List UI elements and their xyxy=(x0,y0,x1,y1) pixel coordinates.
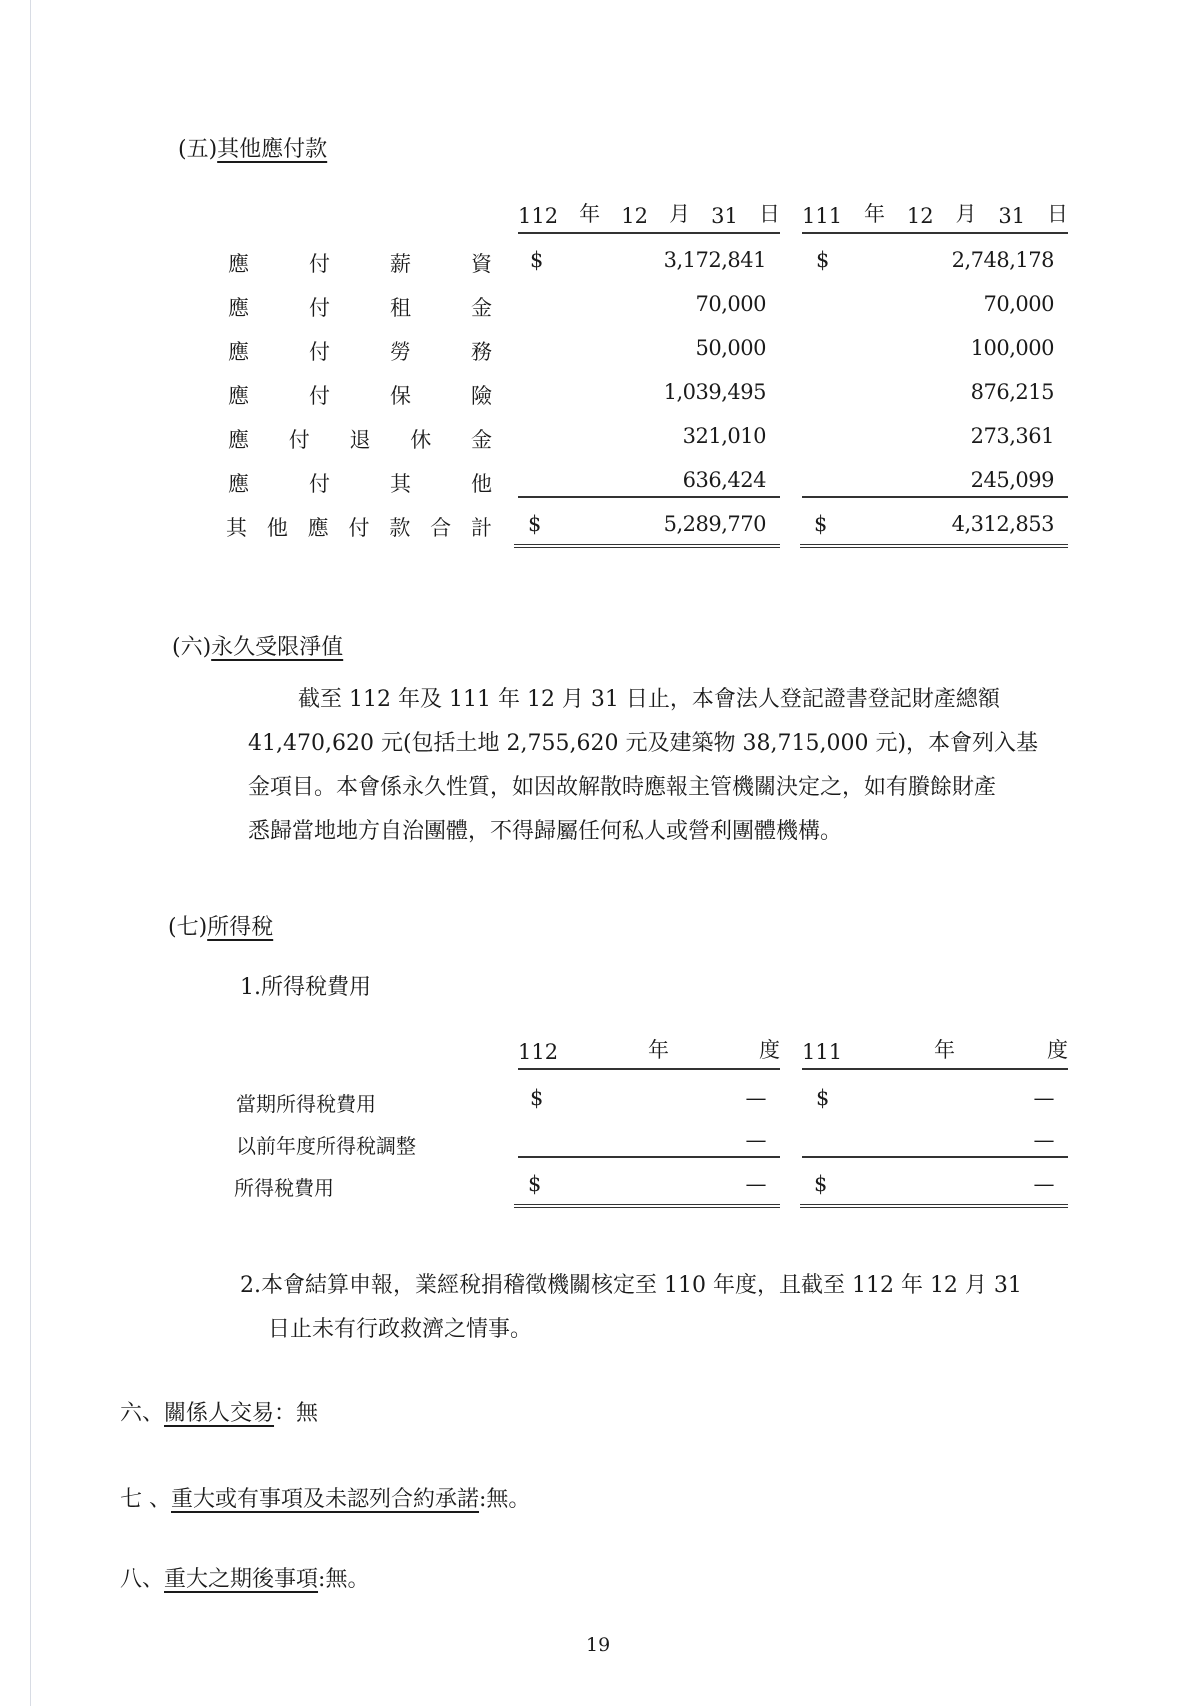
s5-cell-111 xyxy=(814,380,1068,410)
s5-col-111-part: 日 xyxy=(1046,202,1068,226)
s7-sub1-heading: 1.所得稅費用 xyxy=(240,975,371,1000)
s7-col-112-header xyxy=(518,1040,780,1070)
s6-line-1: 截至 112 年及 111 年 12 月 31 日止，本會法人登記證書登記財產總額 xyxy=(298,687,1000,712)
amount: 1,039,495 xyxy=(663,380,766,404)
page-edge-line xyxy=(30,0,31,1706)
amount: 636,424 xyxy=(682,468,766,492)
amount: 4,312,853 xyxy=(951,512,1054,536)
dash: — xyxy=(745,1128,766,1152)
amount: 321,010 xyxy=(682,424,766,448)
amount: 70,000 xyxy=(695,292,766,316)
dash: — xyxy=(1033,1128,1054,1152)
s5-cell-112 xyxy=(528,380,780,410)
page-number: 19 xyxy=(586,1634,611,1656)
s7-cell-112 xyxy=(528,1086,780,1116)
item-prefix: 八、 xyxy=(120,1567,165,1592)
item-title: 重大或有事項及未認列合約承諾 xyxy=(171,1487,480,1512)
s5-col-112-part: 年 xyxy=(579,202,601,226)
s5-col-112-part: 日 xyxy=(758,202,780,226)
s5-col-111-part: 月 xyxy=(955,202,977,226)
item-related-party xyxy=(120,1396,318,1427)
s5-cell-111 xyxy=(814,424,1068,454)
s7-note2-line-1: 2.本會結算申報，業經稅捐稽徵機關核定至 110 年度，且截至 112 年 12 月 31 xyxy=(240,1273,1022,1298)
s5-col-112-part: 12 xyxy=(621,204,648,228)
s7-note2-line-2: 日止未有行政救濟之情事。 xyxy=(268,1317,533,1342)
s5-cell-111 xyxy=(814,292,1068,322)
s7-col-111-part: 度 xyxy=(1047,1038,1068,1062)
currency-sign: $ xyxy=(528,1172,542,1196)
section7-heading-prefix: (七) xyxy=(168,915,208,940)
section7-heading xyxy=(168,910,273,941)
s5-row-label: 應 付 勞 務 xyxy=(228,340,492,364)
amount: 3,172,841 xyxy=(663,248,766,272)
s5-row-label: 應 付 退 休 金 xyxy=(228,428,492,452)
s5-cell-112 xyxy=(518,468,780,498)
s5-row-label: 應 付 薪 資 xyxy=(228,252,492,276)
item-suffix: ：無 xyxy=(274,1401,319,1426)
s5-row-label: 應 付 其 他 xyxy=(228,472,492,496)
dash: — xyxy=(745,1172,766,1196)
section6-heading-prefix: (六) xyxy=(172,635,212,660)
dash: — xyxy=(745,1086,766,1110)
s7-col-112-part: 年 xyxy=(648,1038,670,1062)
s5-cell-111 xyxy=(802,468,1068,498)
currency-sign: $ xyxy=(816,248,830,272)
s7-row-label: 以前年度所得稅調整 xyxy=(236,1134,416,1158)
s5-cell-111 xyxy=(814,248,1068,278)
currency-sign: $ xyxy=(530,1086,544,1110)
item-contingencies xyxy=(120,1482,530,1513)
s5-row-label: 應 付 保 險 xyxy=(228,384,492,408)
s5-col-112-part: 112 xyxy=(518,204,559,228)
currency-sign: $ xyxy=(814,512,828,536)
s5-col-112-header xyxy=(518,204,780,234)
s5-col-111-part: 31 xyxy=(998,204,1026,228)
amount: 273,361 xyxy=(970,424,1054,448)
s7-cell-111 xyxy=(802,1128,1068,1158)
amount: 50,000 xyxy=(695,336,766,360)
s7-total-112 xyxy=(514,1172,780,1208)
s7-col-112-part: 度 xyxy=(759,1038,780,1062)
section5-heading-title: 其他應付款 xyxy=(217,137,328,162)
item-prefix: 七 、 xyxy=(120,1487,171,1512)
item-suffix: :無。 xyxy=(479,1487,531,1512)
amount: 245,099 xyxy=(970,468,1054,492)
s5-cell-111 xyxy=(814,336,1068,366)
s5-total-label: 其 他 應 付 款 合 計 xyxy=(226,516,492,540)
s5-col-112-part: 月 xyxy=(669,202,691,226)
s5-cell-112 xyxy=(528,248,780,278)
s5-total-112 xyxy=(514,512,780,548)
item-suffix: :無。 xyxy=(318,1567,370,1592)
s5-col-111-header xyxy=(802,204,1068,234)
section7-heading-title: 所得稅 xyxy=(207,915,274,940)
dash: — xyxy=(1033,1172,1054,1196)
amount: 100,000 xyxy=(970,336,1054,360)
s5-col-112-part: 31 xyxy=(711,204,738,228)
s7-col-112-part: 112 xyxy=(518,1040,559,1064)
amount: 876,215 xyxy=(970,380,1054,404)
s7-row-label: 所得稅費用 xyxy=(234,1176,334,1200)
dash: — xyxy=(1033,1086,1054,1110)
section5-heading-prefix: (五) xyxy=(178,137,218,162)
s5-row-label: 應 付 租 金 xyxy=(228,296,492,320)
section5-heading xyxy=(178,132,327,163)
s7-col-111-part: 111 xyxy=(802,1040,843,1064)
s5-cell-112 xyxy=(528,336,780,366)
amount: 2,748,178 xyxy=(951,248,1054,272)
amount: 5,289,770 xyxy=(663,512,766,536)
s7-col-111-header xyxy=(802,1040,1068,1070)
s5-cell-112 xyxy=(528,292,780,322)
s5-cell-112 xyxy=(528,424,780,454)
amount: 70,000 xyxy=(983,292,1054,316)
currency-sign: $ xyxy=(814,1172,828,1196)
s5-col-111-part: 年 xyxy=(863,202,885,226)
section6-heading xyxy=(172,630,343,661)
s7-col-111-part: 年 xyxy=(934,1038,956,1062)
section6-heading-title: 永久受限淨值 xyxy=(211,635,344,660)
s5-col-111-part: 12 xyxy=(906,204,934,228)
s7-row-label: 當期所得稅費用 xyxy=(236,1092,376,1116)
s5-col-111-part: 111 xyxy=(802,204,843,228)
item-prefix: 六、 xyxy=(120,1401,165,1426)
item-title: 關係人交易 xyxy=(164,1401,275,1426)
currency-sign: $ xyxy=(816,1086,830,1110)
currency-sign: $ xyxy=(530,248,544,272)
s6-line-4: 悉歸當地地方自治團體，不得歸屬任何私人或營利團體機構。 xyxy=(248,819,843,844)
s6-line-2: 41,470,620 元(包括土地 2,755,620 元及建築物 38,715,000 元)，本會列入基 xyxy=(248,731,1039,756)
s7-cell-112 xyxy=(518,1128,780,1158)
s7-cell-111 xyxy=(814,1086,1068,1116)
item-title: 重大之期後事項 xyxy=(164,1567,319,1592)
s5-total-111 xyxy=(800,512,1068,548)
item-subsequent-events xyxy=(120,1562,369,1593)
currency-sign: $ xyxy=(528,512,542,536)
s7-total-111 xyxy=(800,1172,1068,1208)
s6-line-3: 金項目。本會係永久性質，如因故解散時應報主管機關決定之，如有賸餘財產 xyxy=(248,775,997,800)
